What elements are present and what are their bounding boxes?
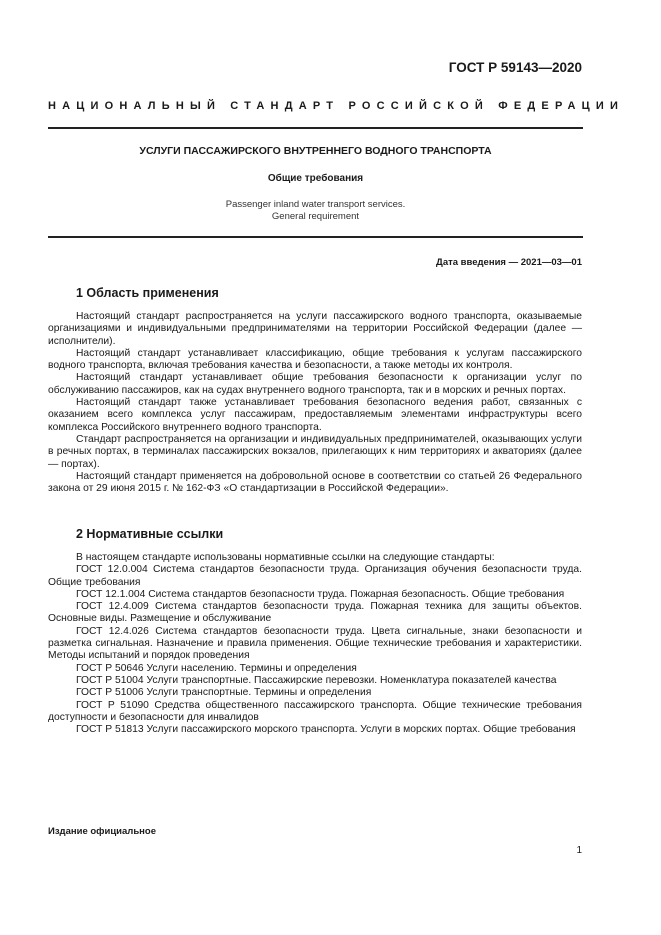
national-standard-heading: НАЦИОНАЛЬНЫЙ СТАНДАРТ РОССИЙСКОЙ ФЕДЕРАЦИИ: [48, 100, 625, 112]
standard-title: УСЛУГИ ПАССАЖИРСКОГО ВНУТРЕННЕГО ВОДНОГО ТРАНСПОРТА: [139, 145, 492, 157]
section1-heading: 1 Область применения: [76, 286, 219, 300]
reference-item: ГОСТ 12.4.026 Система стандартов безопасности труда. Цвета сигнальные, знаки безопасности и разметка сигнальная. Назначение и правила применения. Общие технические требования и характеристики. Методы испытаний и порядок проведения: [48, 625, 582, 662]
reference-item: ГОСТ Р 50646 Услуги населению. Термины и определения: [76, 662, 357, 674]
paragraph: Настоящий стандарт устанавливает общие требования безопасности к организации услуг по обслуживанию пассажиров, как на судах внутреннего водного транспорта, так и в морских и речных портах.: [48, 372, 582, 396]
reference-item: ГОСТ Р 51090 Средства общественного пассажирского транспорта. Общие технические требования доступности и безопасности для инвалидов: [48, 699, 582, 723]
paragraph: В настоящем стандарте использованы нормативные ссылки на следующие стандарты:: [76, 552, 495, 563]
paragraph: Настоящий стандарт также устанавливает требования безопасного ведения работ, связанных с оказанием всего комплекса услуг пассажирам, предоставляемым элементами инфраструктуры всего комплекса Российского внутреннего водного транспорта.: [48, 397, 582, 433]
english-title: [48, 199, 583, 223]
reference-item: ГОСТ 12.4.009 Система стандартов безопасности труда. Пожарная техника для защиты объектов. Основные виды. Размещение и обслуживание: [48, 601, 582, 625]
paragraph: Настоящий стандарт применяется на добровольной основе в соответствии со статьей 26 Федерального закона от 29 июня 2015 г. № 162-ФЗ «О стандартизации в Российской Федерации».: [48, 470, 582, 495]
reference-item: ГОСТ 12.0.004 Система стандартов безопасности труда. Организация обучения безопасности труда. Общие требования: [48, 564, 582, 588]
section1-body: [48, 311, 582, 495]
paragraph: Настоящий стандарт устанавливает классификацию, общие требования к услугам пассажирского водного транспорта, включая требования качества и безопасности, а также методы их контроля.: [48, 347, 582, 372]
paragraph: Стандарт распространяется на организации и индивидуальных предпринимателей, оказывающих услуги в речных портах, в терминалах пассажирских вокзалов, прилегающих к ним территориях и акваториях (далее — портах).: [48, 433, 582, 470]
paragraph: Настоящий стандарт распространяется на услуги пассажирского водного транспорта, оказываемые организациями и индивидуальными предпринимателями на территории Российской Федерации (далее — исполнители).: [48, 311, 582, 347]
title-divider: [48, 236, 583, 238]
english-title-line2: General requirement: [271, 211, 360, 222]
reference-item: ГОСТ Р 51813 Услуги пассажирского морского транспорта. Услуги в морских портах. Общие требования: [76, 724, 576, 736]
reference-item: ГОСТ 12.1.004 Система стандартов безопасности труда. Пожарная безопасность. Общие требования: [76, 588, 565, 600]
top-divider: [48, 127, 583, 129]
english-title-line1: Passenger inland water transport services.: [225, 199, 406, 210]
document-id: ГОСТ Р 59143—2020: [448, 60, 582, 75]
page-number: 1: [576, 845, 582, 856]
section2-heading: 2 Нормативные ссылки: [76, 527, 224, 541]
introduction-date: Дата введения — 2021—03—01: [436, 257, 582, 268]
section2-body: [48, 552, 582, 736]
official-edition-label: Издание официальное: [48, 826, 156, 837]
standard-subtitle: Общие требования: [267, 173, 364, 184]
reference-item: ГОСТ Р 51006 Услуги транспортные. Термины и определения: [76, 687, 372, 699]
reference-item: ГОСТ Р 51004 Услуги транспортные. Пассажирские перевозки. Номенклатура показателей качества: [76, 674, 557, 686]
